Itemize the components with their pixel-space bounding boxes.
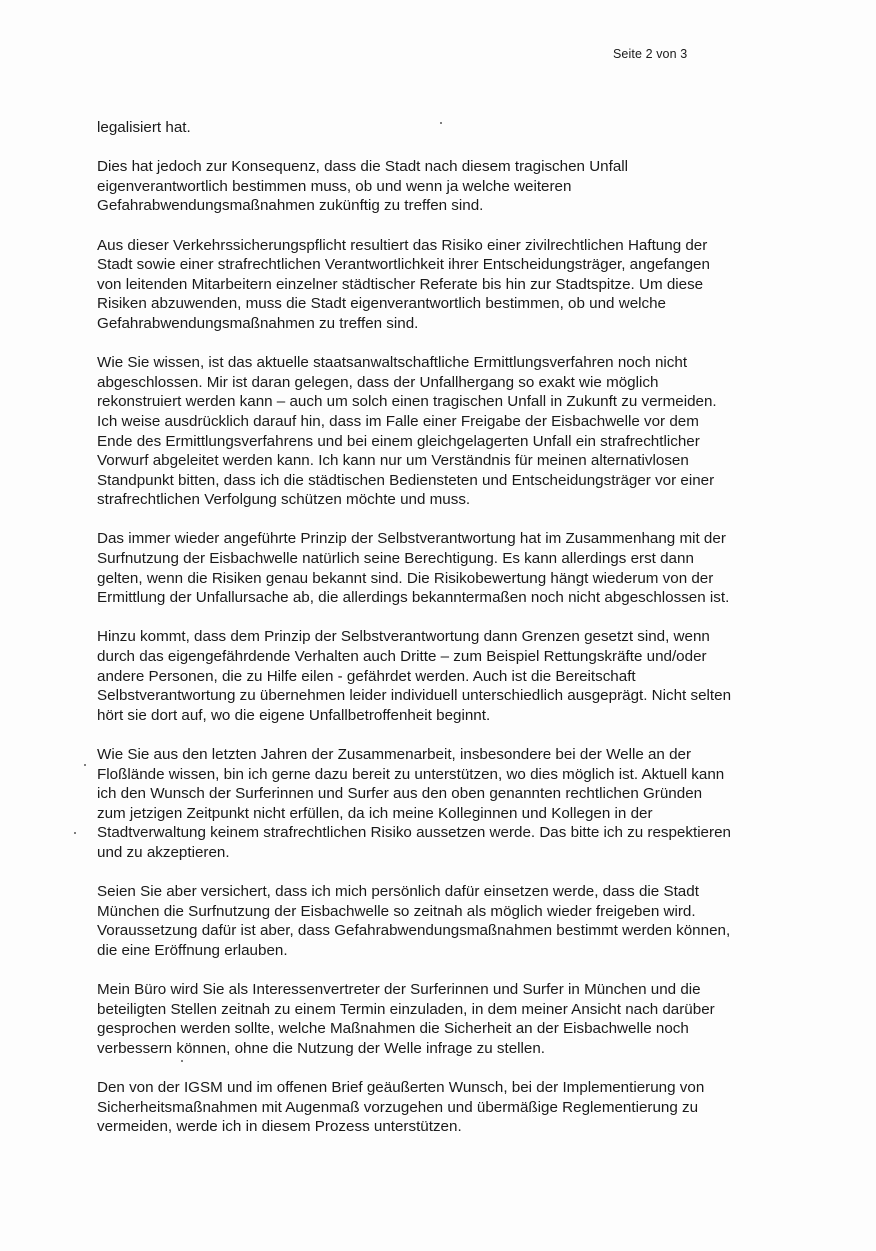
text-line: Das immer wieder angeführte Prinzip der Selbstverantwortung hat im Zusammenhang mit der [97,530,726,548]
text-line: von leitenden Mitarbeitern einzelner städtischer Referate bis hin zur Stadtspitze. Um diese [97,275,704,293]
text-line: durch das eigengefährdende Verhalten auch Dritte – zum Beispiel Rettungskräfte und/oder [97,648,707,666]
text-line: rekonstruiert werden kann – auch um solch einen tragischen Unfall in Zukunft zu vermeiden. [97,393,717,411]
text-line: verbessern können, ohne die Nutzung der Welle infrage zu stellen. [97,1039,546,1057]
paragraph-2 [97,157,797,216]
text-line: Dies hat jedoch zur Konsequenz, dass die Stadt nach diesem tragischen Unfall [97,158,629,176]
text-line: Ende des Ermittlungsverfahrens und bei einem gleichgelagerten Unfall ein strafrechtlicher [97,432,700,450]
text-line: andere Personen, die zu Hilfe eilen - gefährdet werden. Auch ist die Bereitschaft [97,667,636,685]
text-line: Hinzu kommt, dass dem Prinzip der Selbstverantwortung dann Grenzen gesetzt sind, wenn [97,628,710,646]
text-line: Stadtverwaltung keinem strafrechtlichen Risiko aussetzen werde. Das bitte ich zu respektieren [97,824,731,842]
scan-speck [74,832,76,834]
text-line: die eine Eröffnung erlauben. [97,941,288,959]
scan-speck [84,764,86,766]
letter-body [97,118,797,1156]
text-line: Wie Sie wissen, ist das aktuelle staatsanwaltschaftliche Ermittlungsverfahren noch nicht [97,354,688,372]
text-line: legalisiert hat. [97,119,191,136]
text-line: Gefahrabwendungsmaßnahmen zukünftig zu treffen sind. [97,197,484,215]
text-line: Standpunkt bitten, dass ich die städtischen Bediensteten und Entscheidungsträger vor einer [97,471,715,489]
paragraph-10 [97,1078,797,1137]
text-line: vermeiden, werde ich in diesem Prozess unterstützen. [97,1118,462,1136]
paragraph-9 [97,980,797,1058]
text-line: und zu akzeptieren. [97,843,230,861]
text-line: Den von der IGSM und im offenen Brief geäußerten Wunsch, bei der Implementierung von [97,1079,705,1097]
text-line: abgeschlossen. Mir ist daran gelegen, dass der Unfallhergang so exakt wie möglich [97,373,659,391]
text-line: hört sie dort auf, wo die eigene Unfallbetroffenheit beginnt. [97,706,491,724]
text-line: ich den Wunsch der Surferinnen und Surfer aus den oben genannten rechtlichen Gründen [97,785,703,803]
paragraph-5 [97,529,797,607]
paragraph-3 [97,236,797,334]
text-line: Selbstverantwortung zu übernehmen leider individuell unterschiedlich ausgeprägt. Nicht selten [97,687,732,705]
text-line: Sicherheitsmaßnahmen mit Augenmaß vorzugehen und übermäßige Reglementierung zu [97,1098,699,1116]
paragraph-8 [97,882,797,960]
text-line: Stadt sowie einer strafrechtlichen Verantwortlichkeit ihrer Entscheidungsträger, angefangen [97,256,710,274]
paragraph-1 [97,118,797,138]
text-line: Ermittlung der Unfallursache ab, die allerdings bekanntermaßen noch nicht abgeschlossen ist. [97,589,730,607]
text-line: Vorwurf abgeleitet werden kann. Ich kann nur um Verständnis für meinen alternativlosen [97,452,689,470]
text-line: Wie Sie aus den letzten Jahren der Zusammenarbeit, insbesondere bei der Welle an der [97,746,692,763]
text-line: Risiken abzuwenden, muss die Stadt eigenverantwortlich bestimmen, ob und welche [97,295,666,313]
text-line: Voraussetzung dafür ist aber, dass Gefahrabwendungsmaßnahmen bestimmt werden können, [97,922,731,940]
text-line: strafrechtlichen Verfolgung schützen möchte und muss. [97,491,471,509]
text-line: zum jetzigen Zeitpunkt nicht erfüllen, da ich meine Kolleginnen und Kollegen in der [97,804,653,822]
text-line: gesprochen werden sollte, welche Maßnahmen die Sicherheit an der Eisbachwelle noch [97,1020,689,1038]
paragraph-6 [97,627,797,725]
paragraph-4 [97,353,797,510]
text-line: Seien Sie aber versichert, dass ich mich persönlich dafür einsetzen werde, dass die Stadt [97,883,699,901]
text-line: Floßlände wissen, bin ich gerne dazu bereit zu unterstützen, wo dies möglich ist. Aktuell kann [97,765,725,783]
text-line: eigenverantwortlich bestimmen muss, ob und wenn ja welche weiteren [97,177,572,195]
text-line: Gefahrabwendungsmaßnahmen zu treffen sind. [97,314,419,332]
text-line: Ich weise ausdrücklich darauf hin, dass im Falle einer Freigabe der Eisbachwelle vor dem [97,412,699,430]
text-line: Mein Büro wird Sie als Interessenvertreter der Surferinnen und Surfer in München und die [97,981,701,999]
page-number: Seite 2 von 3 [613,47,688,61]
text-line: Surfnutzung der Eisbachwelle natürlich seine Berechtigung. Es kann allerdings erst dann [97,550,694,568]
text-line: beteiligten Stellen zeitnah zu einem Termin einzuladen, in dem meiner Ansicht nach darüber [97,1000,715,1018]
text-line: München die Surfnutzung der Eisbachwelle so zeitnah als möglich wieder freigeben wird. [97,902,696,920]
text-line: Aus dieser Verkehrssicherungspflicht resultiert das Risiko einer zivilrechtlichen Haftung der [97,236,708,254]
text-line: gelten, wenn die Risiken genau bekannt sind. Die Risikobewertung hängt wiederum von der [97,569,714,587]
paragraph-7 [97,745,797,863]
